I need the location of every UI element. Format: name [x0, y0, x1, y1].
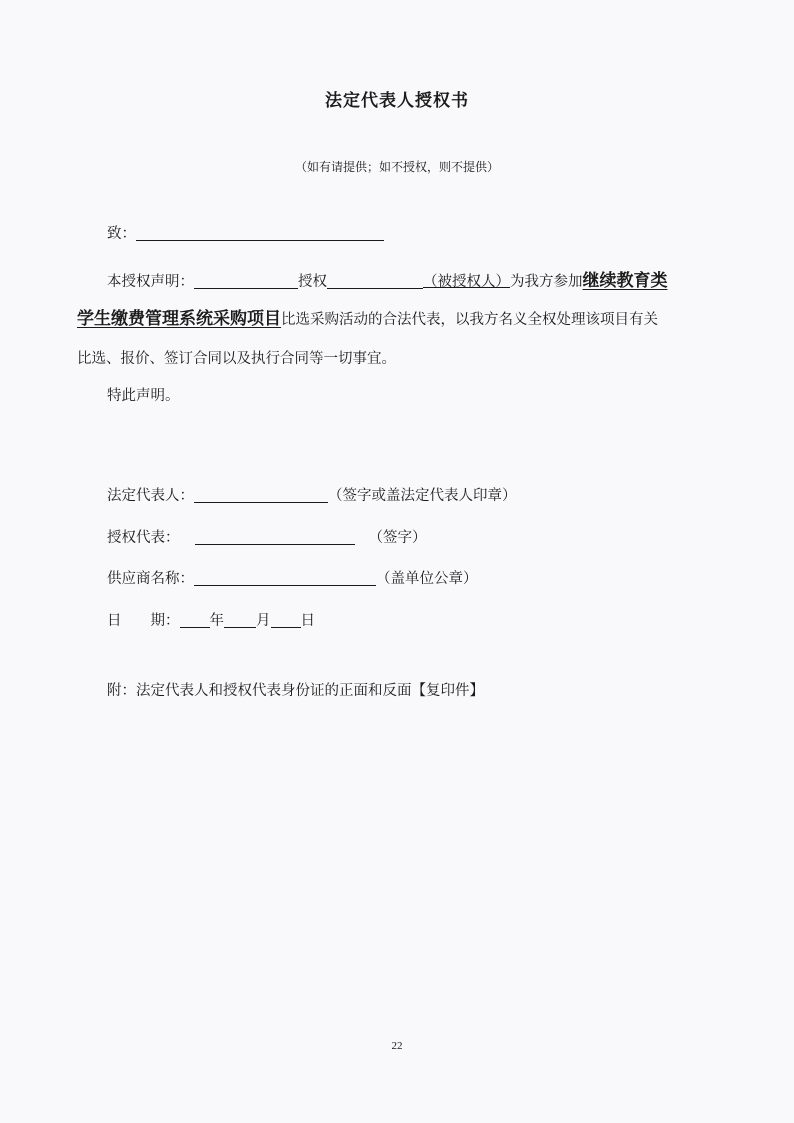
document-title: 法定代表人授权书	[325, 91, 469, 111]
to-blank	[136, 224, 384, 241]
participate-word: 为我方参加	[510, 274, 583, 290]
legal-rep-note: （签字或盖法定代表人印章）	[328, 488, 517, 504]
special-statement: 特此声明。	[107, 388, 180, 404]
page-number: 22	[391, 1040, 403, 1052]
declaration-line-3: 比选、报价、签订合同以及执行合同等一切事宜。	[77, 351, 396, 367]
supplier-line	[107, 567, 478, 588]
declaration-text-2: 比选采购活动的合法代表，以我方名义全权处理该项目有关	[281, 312, 658, 328]
document-subtitle: （如有请提供；如不授权，则不提供）	[294, 160, 499, 174]
day-blank	[271, 611, 301, 628]
authorized-person-note: （被授权人）	[423, 274, 510, 290]
legal-rep-label: 法定代表人：	[107, 488, 194, 504]
supplier-note: （盖单位公章）	[376, 571, 478, 587]
date-label: 日 期：	[107, 613, 180, 629]
supplier-blank	[194, 569, 376, 586]
declaration-line-2	[77, 304, 658, 329]
project-name-part1: 继续教育类	[582, 271, 668, 291]
grantor-blank	[194, 272, 298, 289]
supplier-label: 供应商名称：	[107, 571, 194, 587]
date-line	[107, 609, 315, 630]
month-label: 月	[256, 613, 271, 629]
grantee-blank	[327, 272, 423, 289]
authorized-rep-label: 授权代表：	[107, 530, 180, 546]
legal-rep-line	[107, 484, 517, 505]
year-label: 年	[209, 613, 224, 629]
declaration-line-1	[107, 266, 668, 291]
to-line	[107, 222, 384, 243]
legal-rep-blank	[194, 486, 328, 503]
attachment-note: 附：法定代表人和授权代表身份证的正面和反面【复印件】	[107, 683, 484, 699]
year-blank	[180, 611, 210, 628]
declaration-prefix: 本授权声明：	[107, 274, 194, 290]
authorized-rep-note: （签字）	[368, 530, 427, 546]
authorize-word: 授权	[298, 274, 327, 290]
month-blank	[224, 611, 256, 628]
to-label: 致：	[107, 226, 136, 242]
project-name-part2: 学生缴费管理系统采购项目	[77, 309, 281, 329]
day-label: 日	[300, 613, 315, 629]
authorized-rep-line	[107, 526, 427, 547]
authorized-rep-blank	[195, 528, 355, 545]
